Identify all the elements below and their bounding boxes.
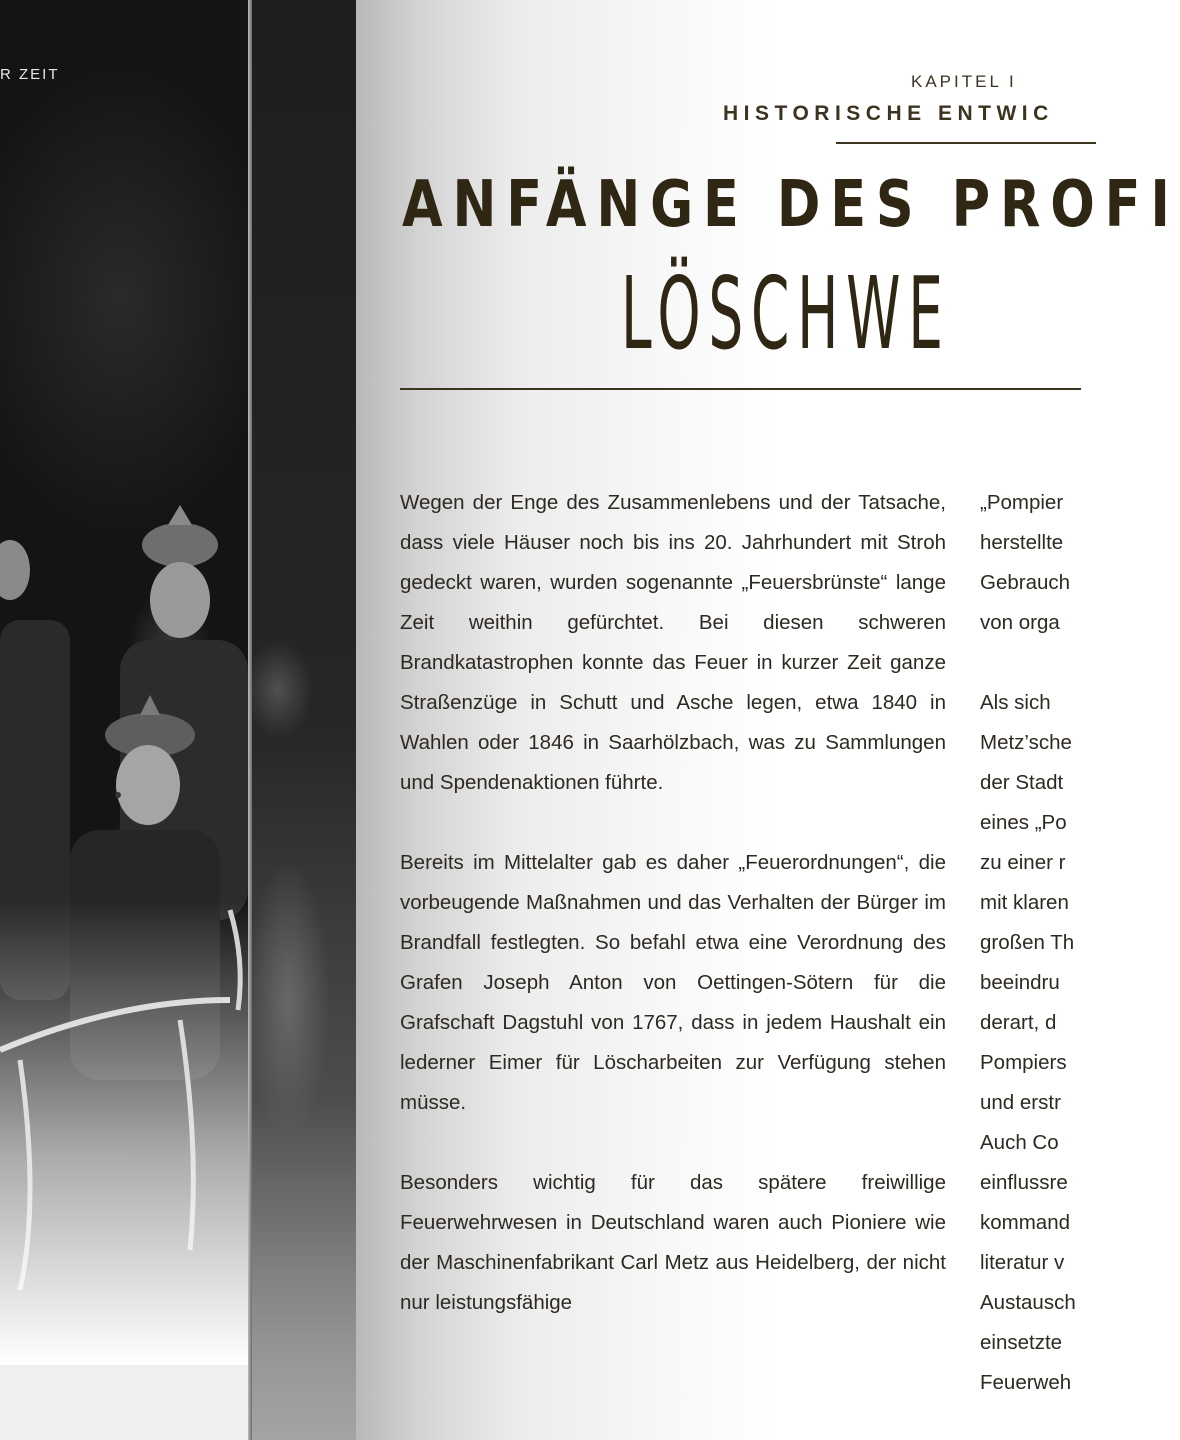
text-line: einsetzte: [980, 1331, 1063, 1354]
text-line: kommand: [980, 1211, 1071, 1234]
text-line: herstellte: [980, 531, 1064, 554]
running-head: R ZEIT: [0, 66, 60, 83]
text-line: mit klaren: [980, 891, 1069, 914]
text-line: eines „Po: [980, 811, 1067, 834]
chapter-label: KAPITEL I: [911, 72, 1017, 91]
text-line: Pompiers: [980, 1051, 1067, 1074]
text-line: Auch Co: [980, 1131, 1059, 1154]
text-line: literatur v: [980, 1251, 1065, 1274]
text-line: beeindru: [980, 971, 1060, 994]
text-line: zu einer r: [980, 851, 1066, 874]
text-line: Als sich: [980, 691, 1051, 714]
text-line: von orga: [980, 611, 1060, 634]
paragraph: Besonders wichtig für das spätere freiwillige Feuerwehrwesen in Deutschland waren auch Pioniere wie der Maschinenfabrikant Carl Metz aus Heidelberg, der nicht nur leistungsfähige: [400, 1171, 946, 1314]
photo-fade-overlay: [0, 900, 248, 1365]
paragraph-gap: [980, 643, 1120, 683]
headline-rule: [400, 388, 1081, 390]
chapter-rule: [836, 142, 1096, 144]
page-bottom-strip: [0, 1365, 248, 1440]
text-line: derart, d: [980, 1011, 1057, 1034]
chapter-subtitle: HISTORISCHE ENTWIC: [723, 102, 1054, 125]
text-line: Feuerweh: [980, 1371, 1072, 1394]
gutter-fade: [248, 1100, 356, 1440]
text-line: der Stadt: [980, 771, 1064, 794]
left-page-photo: [0, 0, 248, 1440]
text-line: großen Th: [980, 931, 1075, 954]
headline-main: ANFÄNGE DES PROFI: [402, 168, 1180, 242]
headline-secondary: LÖSCHWE: [621, 255, 951, 372]
text-line: und erstr: [980, 1091, 1061, 1114]
text-column-left: [400, 483, 946, 1363]
text-line: Austausch: [980, 1291, 1076, 1314]
text-line: einflussre: [980, 1171, 1068, 1194]
text-line: Metz’sche: [980, 731, 1072, 754]
right-page-text: [356, 0, 1180, 1440]
gutter-photo-strip: [248, 0, 356, 1440]
text-line: „Pompier: [980, 491, 1064, 514]
text-column-right: [980, 483, 1120, 1403]
paragraph: Wegen der Enge des Zusammenlebens und der Tatsache, dass viele Häuser noch bis ins 20. Jahrhundert mit Stroh gedeckt waren, wurden sogenannte „Feuersbrünste“ lange Zeit weithin gefürchtet. Bei diesen schweren Brandkatastrophen konnte das Feuer in kurzer Zeit ganze Straßenzüge in Schutt und Asche legen, etwa 1840 in Wahlen oder 1846 in Saarhölzbach, was zu Sammlungen und Spendenaktionen führte.: [400, 491, 946, 794]
page-fold-line: [248, 0, 252, 1440]
text-line: Gebrauch: [980, 571, 1071, 594]
paragraph: Bereits im Mittelalter gab es daher „Feuerordnungen“, die vorbeugende Maßnahmen und das Verhalten der Bürger im Brandfall festlegten. So befahl etwa eine Verordnung des Grafen Joseph Anton von Oettingen-Sötern für die Grafschaft Dagstuhl von 1767, dass in jedem Haushalt ein lederner Eimer für Löscharbeiten zur Verfügung stehen müsse.: [400, 851, 946, 1114]
